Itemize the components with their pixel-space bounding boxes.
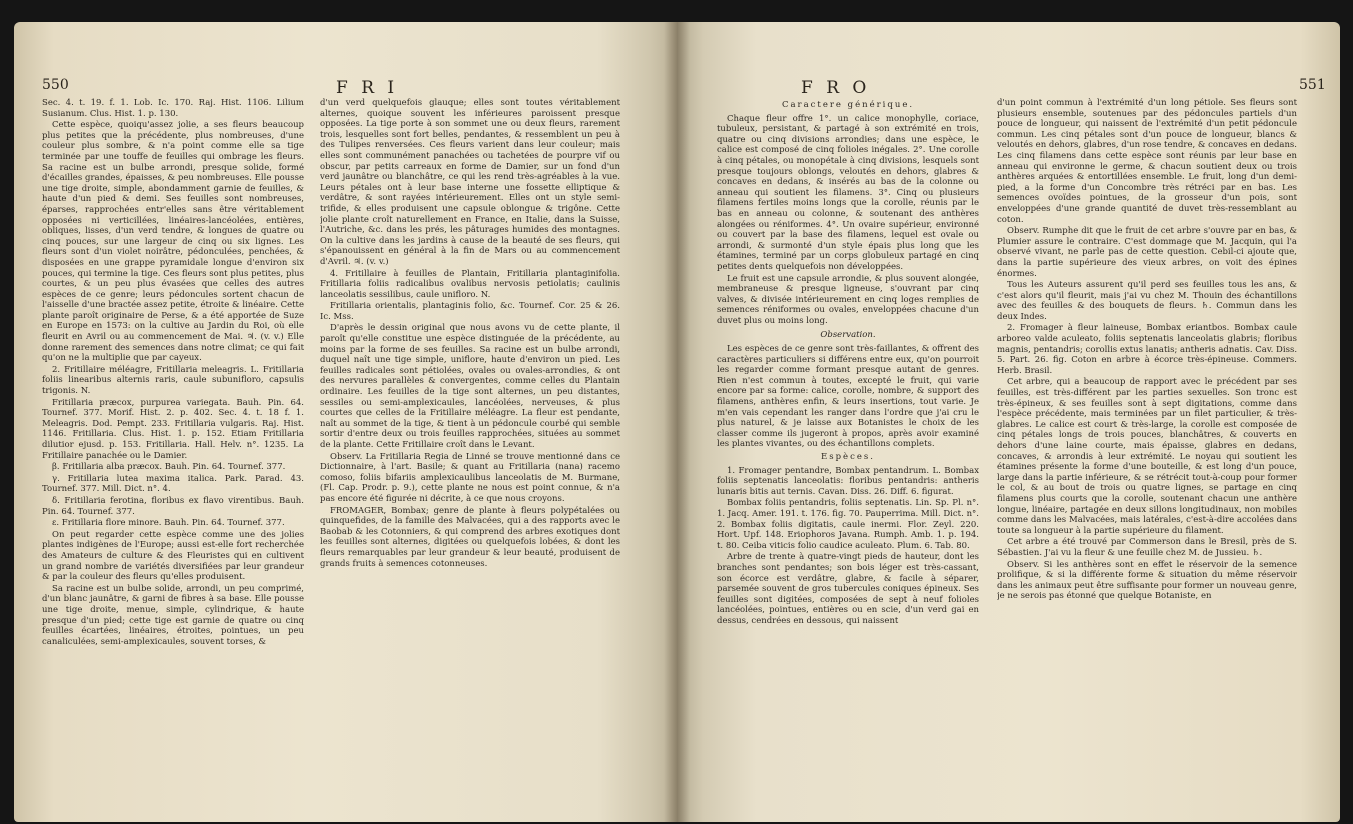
running-head-left: F R I <box>336 78 399 98</box>
paragraph: D'après le dessin original que nous avons vu de cette plante, il paroît qu'elle constitue une espèce distinguée de la précédente, au moins par la forme de ses feuilles. Sa racine est un bulbe arrondi, duquel naît une tige simple, uniflore, haute d'environ un pied. Les feuilles radicales sont pétiolées, ovales ou ovales-arrondies, & ont des nervures parallèles & convergentes, comme celles du Plantain ordinaire. Les feuilles de la tige sont alternes, un peu distantes, sessiles ou semi-amplexicaules, lancéolées, nerveuses, & plus courtes que celles de la Fritillaire méléagre. La fleur est pendante, naît au sommet de la tige, & tient à un pédoncule courbé qui semble sortir d'entre deux ou trois feuilles rapprochées, situées au sommet de la plante. Cette Fritillaire croît dans le Levant. <box>320 323 620 450</box>
paragraph: Sa racine est un bulbe solide, arrondi, un peu comprimé, d'un blanc jaunâtre, & garni de fibres à sa base. Elle pousse une tige droite, menue, simple, cylindrique, & haute presque d'un pied; cette tige est garnie de quatre ou cinq feuilles écartées, linéaires, étroites, pointues, un peu canaliculées, semi-amplexicaules, souvent torses, & <box>42 583 304 647</box>
paragraph: 1. Fromager pentandre, Bombax pentandrum. L. Bombax foliis septenatis lanceolatis: floribus pentandris: antheris lunaris bitis aut ternis. Cavan. Diss. 26. Diff. 6. figurat. <box>717 465 979 497</box>
paragraph: Cet arbre, qui a beaucoup de rapport avec le précédent par ses feuilles, est très-différent par les parties sexuelles. Son tronc est très-épineux, & ses feuilles sont à sept digitations, comme dans l'espèce précédente, mais terminées par un filet particulier, & très-glabres. Le calice est court & très-large, la corolle est composée de cinq pétales longs de trois pouces, blanchâtres, & couverts en dehors d'une laine courte, mais épaisse, glabres en dedans, concaves, & arrondis à leur extrémité. Le noyau qui soutient les étamines présente la forme d'une bouteille, & est long d'un pouce, large dans la partie inférieure, & se rétrécit tout-à-coup pour former le col, & au bout de trois ou quatre lignes, se partage en cinq filamens plus courts que la corolle, soutenant chacun une anthère longue, linéaire, partagée en deux sillons longitudinaux, non mobiles comme dans les Malvacées, mais latérales, c'est-à-dire accolées dans toute sa longueur à la partie supérieure du filament. <box>997 377 1297 536</box>
section-heading: Espèces. <box>821 452 875 462</box>
paragraph: Observ. La Fritillaria Regia de Linné se trouve mentionné dans ce Dictionnaire, à l'art. Basile; & quant au Fritillaria (nana) racemo comoso, foliis bifariis amplexicaulibus lanceolatis de M. Burmane, (Fl. Cap. Prodr. p. 9.), cette plante ne nous est point connue, & n'a pas encore été figurée ni décrite, à ce que nous croyons. <box>320 451 620 504</box>
section-heading: Observation. <box>820 330 876 341</box>
paragraph: 2. Fritillaire méléagre, Fritillaria meleagris. L. Fritillaria foliis linearibus alternis raris, caule subunifloro, capsulis trigonis. N. <box>42 364 304 397</box>
left-page <box>14 22 677 822</box>
paragraph: Tous les Auteurs assurent qu'il perd ses feuilles tous les ans, & c'est alors qu'il fleurit, mais j'ai vu chez M. Thouin des échantillons avec des feuilles & des bouquets de fleurs. ♄. Commun dans les deux Indes. <box>997 280 1297 322</box>
paragraph: Le fruit est une capsule arrondie, & plus souvent alongée, membraneuse & presque ligneuse, s'ouvrant par cinq valves, & divisée intérieurement en cinq loges remplies de semences réniformes ou ovales, enveloppées chacune d'un duvet plus ou moins long. <box>717 273 979 326</box>
left-column-1 <box>42 98 304 812</box>
paragraph: Bombax foliis pentandris, foliis septenatis. Lin. Sp. Pl. n°. 1. Jacq. Amer. 191. t. 176. fig. 70. Pauperrima. Mill. Dict. n°. 2. Bombax foliis digitatis, caule inermi. Flor. Zeyl. 220. Hort. Upf. 148. Eriophoros Javana. Rumph. Amb. 1. p. 194. t. 80. Ceiba viticis folio caudice aculeato. Plum. 6. Tab. 80. <box>717 498 979 551</box>
paragraph: On peut regarder cette espèce comme une des jolies plantes indigènes de l'Europe; aussi est-elle fort recherchée des Amateurs de culture & des Fleuristes qui en cultivent un grand nombre de variétés diversifiées par leur grandeur & par la couleur des fleurs qu'elles produisent. <box>42 529 304 583</box>
paragraph: Cette espèce, quoiqu'assez jolie, a ses fleurs beaucoup plus petites que la précédente, plus nombreuses, d'une couleur plus sombre, & n'a point comme elle sa tige terminée par une touffe de feuilles qui ombrage les fleurs. Sa racine est un bulbe arrondi, presque solide, formé d'écailles grandes, épaisses, & peu nombreuses. Elle pousse une tige droite, simple, abondamment garnie de feuilles, & haute d'un pied & demi. Ses feuilles sont nombreuses, éparses, rapprochées entr'elles sans être véritablement opposées ni verticillées, linéaires-lancéolées, entières, obliques, lisses, d'un verd tendre, & longues de quatre ou cinq pouces, sur une largeur de cinq ou six lignes. Les fleurs sont d'un violet noirâtre, pédonculées, penchées, & disposées en une grappe pyramidale longue d'environ six pouces, qui termine la tige. Ces fleurs sont plus petites, plus courtes, & un peu plus évasées que celles des autres espèces de ce genre; leurs pédoncules sortent chacun de l'aisselle d'une bractée assez petite, étroite & linéaire. Cette plante paroît originaire de Perse, & a été apportée de Suze en Europe en 1573: on la cultive au Jardin du Roi, où elle fleurit en Avril ou au commencement de Mai. ♃. (v. v.) Elle donne rarement des semences dans notre climat; ce qui fait qu'on ne la multiplie que par cayeux. <box>42 120 304 364</box>
paragraph: Les espèces de ce genre sont très-faillantes, & offrent des caractères particuliers si différens entre eux, qu'on pourroit les regarder comme formant presque autant de genres. Rien n'est commun à toutes, excepté le fruit, qui varie encore par sa forme: calice, corolle, nombre, & support des filamens, anthères enfin, & leurs insertions, tout varie. Je m'en vais cependant les ranger dans l'ordre que j'ai cru le plus naturel, & je laisse aux Botanistes le choix de les classer comme ils jugeront à propos, après avoir examiné les plantes vivantes, ou des échantillons complets. <box>717 344 979 450</box>
paragraph: Observ. Rumphe dit que le fruit de cet arbre s'ouvre par en bas, & Plumier assure le contraire. C'est dommage que M. Jacquin, qui l'a observé vivant, ne parle pas de cette question. Cebil-ci ajoute que, dans la partie supérieure des vieux arbres, on voit des épines énormes. <box>997 226 1297 279</box>
paragraph: Arbre de trente à quatre-vingt pieds de hauteur, dont les branches sont pendantes; son bois léger est très-cassant, son écorce est verdâtre, glabre, & facile à séparer, parsemée souvent de gros tubercules coniques épineux. Ses feuilles sont digitées, composées de sept à neuf folioles lancéolées, pointues, entières ou en scie, d'un verd gai en dessus, cendrées en dessous, qui naissent <box>717 552 979 626</box>
paragraph: δ. Fritillaria ferotina, floribus ex flavo virentibus. Bauh. Pin. 64. Tournef. 377. <box>42 495 304 517</box>
page-number-left: 550 <box>42 77 69 93</box>
open-book <box>14 22 1340 822</box>
section-heading: Caractere générique. <box>781 100 915 110</box>
right-column-2 <box>997 98 1297 812</box>
paragraph: Cet arbre a été trouvé par Commerson dans le Bresil, près de S. Sébastien. J'ai vu la fleur & une feuille chez M. de Jussieu. ♄. <box>997 537 1297 558</box>
paragraph: d'un verd quelquefois glauque; elles sont toutes véritablement alternes, quoique souvent les inférieures paroissent presque opposées. La tige porte à son sommet une ou deux fleurs, rarement trois, lesquelles sont fort belles, pendantes, & ressemblent un peu à des Tulipes renversées. Ces fleurs varient dans leur couleur; mais elles sont communément panachées ou tachetées de pourpre vif ou obscur, par petits carreaux en forme de Damier, sur un fond d'un verd jaunâtre ou blanchâtre, ce qui les rend très-agréables à la vue. Leurs pétales ont à leur base interne une fossette elliptique & verdâtre, & sont rayées intérieurement. Elles ont un style semi-trifide, & elles produisent une capsule oblongue & trigône. Cette jolie plante croît naturellement en France, en Italie, dans la Suisse, l'Autriche, &c. dans les prés, les pâturages humides des montagnes. On la cultive dans les jardins à cause de la beauté de ses fleurs, qui s'épanouissent en général à la fin de Mars ou au commencement d'Avril. ♃. (v. v.) <box>320 98 620 267</box>
paragraph: Sec. 4. t. 19. f. 1. Lob. Ic. 170. Raj. Hist. 1106. Lilium Susianum. Clus. Hist. 1. p. 130. <box>42 98 304 119</box>
paragraph: ε. Fritillaria flore minore. Bauh. Pin. 64. Tournef. 377. <box>52 518 285 529</box>
paragraph: 2. Fromager à fleur laineuse, Bombax eriantbos. Bombax caule arboreo valde aculeato, foliis septenatis lanceolatis glabris; floribus magnis, pentandris; corollis extus lanatis; antheris adnatis. Cav. Diss. 5. Part. 26. fig. Coton en arbre à écorce très-épineuse. Commers. Herb. Brasil. <box>997 323 1297 376</box>
paragraph: Fritillaria præcox, purpurea variegata. Bauh. Pin. 64. Tournef. 377. Morif. Hist. 2. p. 402. Sec. 4. t. 18 f. 1. Meleagris. Dod. Pempt. 233. Fritillaria vulgaris. Raj. Hist. 1146. Fritillaria. Clus. Hist. 1. p. 152. Etiam Fritillaria dilutior ejusd. p. 153. Fritillaria. Hall. Helv. n°. 1235. La Fritillaire panachée ou le Damier. <box>42 397 304 461</box>
paragraph: Observ. Si les anthères sont en effet le réservoir de la semence prolifique, & si la différente forme & situation du même réservoir dans les animaux peut être suffisante pour former un nouveau genre, je ne serois pas étonné que quelque Botaniste, en <box>997 559 1297 602</box>
paragraph: Chaque fleur offre 1°. un calice monophylle, coriace, tubuleux, persistant, & partagé à son extrémité en trois, quatre ou cinq divisions arrondies; dans une espèce, le calice est composé de cinq folioles inégales. 2°. Une corolle à cinq pétales, ou monopétale à cinq divisions, lesquels sont presque toujours oblongs, veloutés en dehors, glabres & concaves en dedans, & insérés au bas de la colonne ou anneau qui soutient les filamens. 3°. Cinq ou plusieurs filamens fertiles moins longs que la corolle, réunis par le bas en anneau ou colonne, & soutenant des anthères alongées ou réniformes. 4°. Un ovaire supérieur, environné ou couvert par la base des filamens, lequel est ovale ou arrondi, & surmonté d'un style épais plus long que les étamines, terminé par un corps globuleux partagé en cinq petites dents quelquefois non développées. <box>717 113 979 272</box>
paragraph: β. Fritillaria alba præcox. Bauh. Pin. 64. Tournef. 377. <box>52 462 286 473</box>
running-head-right: F R O <box>801 78 871 98</box>
paragraph: Fritillaria orientalis, plantaginis folio, &c. Tournef. Cor. 25 & 26. Ic. Mss. <box>320 301 620 322</box>
page-number-right: 551 <box>1299 77 1326 93</box>
paragraph: 4. Fritillaire à feuilles de Plantain, Fritillaria plantaginifolia. Fritillaria foliis radicalibus ovalibus nervosis petiolatis; caulinis lanceolatis sessilibus, caule unifloro. N. <box>320 268 620 300</box>
right-column-1 <box>717 98 979 812</box>
paragraph: γ. Fritillaria lutea maxima italica. Park. Parad. 43. Tournef. 377. Mill. Dict. n°. 4. <box>42 473 304 495</box>
paragraph: FROMAGER, Bombax; genre de plante à fleurs polypétalées ou quinquefides, de la famille des Malvacées, qui a des rapports avec le Baobab & les Cotonniers, & qui comprend des arbres exotiques dont les feuilles sont alternes, digitées ou quelquefois lobées, & dont les fleurs remarquables par leur grandeur & leur beauté, produisent de grands fruits à semences cotonneuses. <box>320 505 620 569</box>
right-page <box>677 22 1340 822</box>
left-column-2 <box>320 98 620 812</box>
paragraph: d'un point commun à l'extrémité d'un long pétiole. Ses fleurs sont plusieurs ensemble, soutenues par des pédoncules partiels d'un pouce de longueur, qui naissent de l'extrémité d'un petit pédoncule commun. Les cinq pétales sont d'un pouce de longueur, blancs & veloutés en dehors, glabres, d'un rose tendre, & concaves en dedans. Les cinq filamens dans cette espèce sont réunis par leur base en anneau qui environne le germe, & chacun soutient deux ou trois anthères arquées & entortillées ensemble. Le fruit, long d'un demi-pied, a la forme d'un Concombre très rétréci par en bas. Les semences ovoïdes pointues, de la grosseur d'un pois, sont enveloppées d'une grande quantité de duvet très-ressemblant au coton. <box>997 98 1297 225</box>
